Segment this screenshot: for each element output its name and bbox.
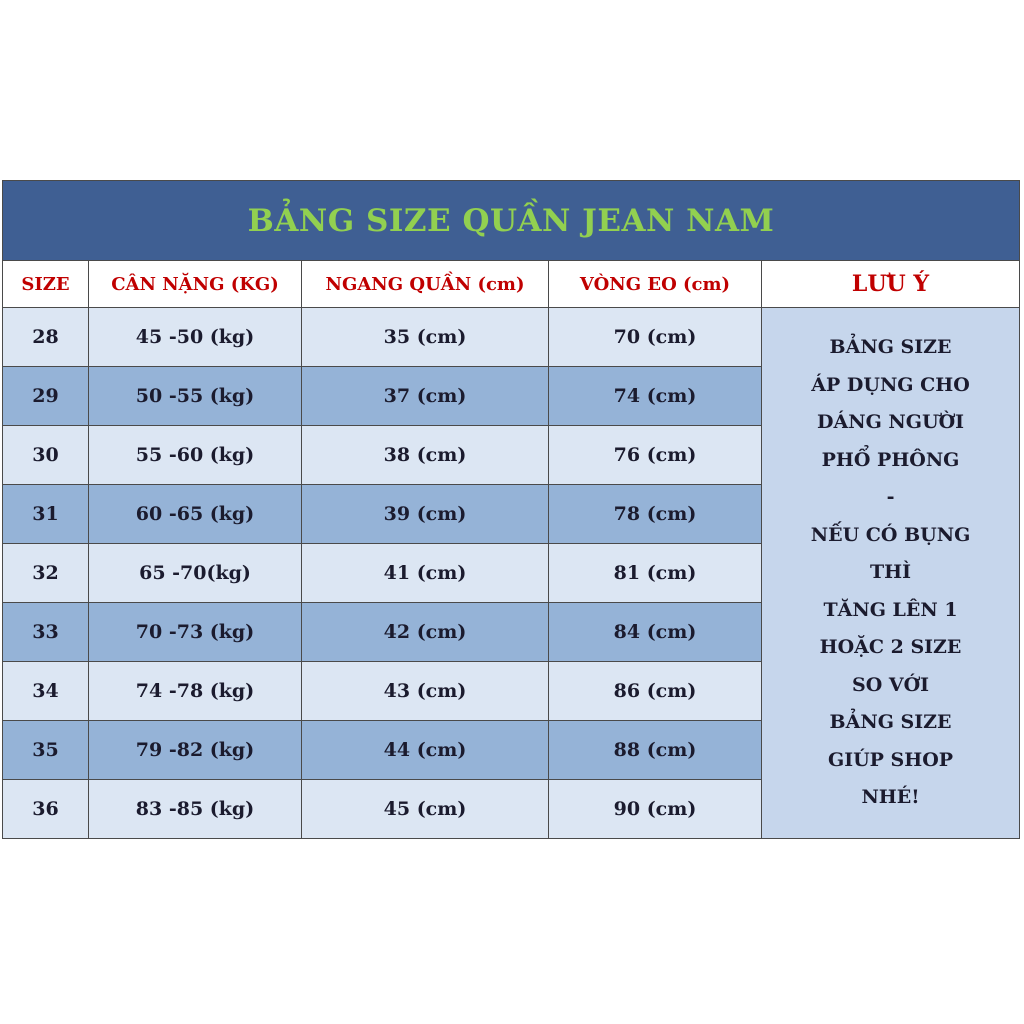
- cell-hip: 43 (cm): [302, 662, 549, 721]
- note-line: BẢNG SIZE: [829, 711, 952, 734]
- cell-hip: 39 (cm): [302, 485, 549, 544]
- header-size: SIZE: [3, 261, 89, 308]
- note-line: -: [886, 486, 895, 509]
- cell-weight: 55 -60 (kg): [89, 426, 302, 485]
- cell-hip: 45 (cm): [302, 780, 549, 839]
- cell-size: 35: [3, 721, 89, 780]
- note-line: TĂNG LÊN 1: [823, 598, 958, 621]
- cell-waist: 74 (cm): [549, 367, 762, 426]
- cell-weight: 65 -70(kg): [89, 544, 302, 603]
- cell-waist: 76 (cm): [549, 426, 762, 485]
- header-weight: CÂN NẶNG (KG): [89, 261, 302, 308]
- cell-size: 32: [3, 544, 89, 603]
- header-waist: VÒNG EO (cm): [549, 261, 762, 308]
- note-line: ÁP DỤNG CHO: [811, 373, 970, 396]
- header-hip: NGANG QUẦN (cm): [302, 261, 549, 308]
- cell-size: 30: [3, 426, 89, 485]
- note-line: HOẶC 2 SIZE: [819, 636, 962, 659]
- cell-waist: 84 (cm): [549, 603, 762, 662]
- cell-hip: 41 (cm): [302, 544, 549, 603]
- table-row: [3, 308, 1020, 367]
- cell-weight: 83 -85 (kg): [89, 780, 302, 839]
- cell-size: 33: [3, 603, 89, 662]
- cell-size: 31: [3, 485, 89, 544]
- cell-hip: 35 (cm): [302, 308, 549, 367]
- cell-waist: 70 (cm): [549, 308, 762, 367]
- cell-size: 28: [3, 308, 89, 367]
- note-line: NHÉ!: [861, 786, 920, 809]
- note-line: THÌ: [870, 561, 912, 584]
- cell-weight: 45 -50 (kg): [89, 308, 302, 367]
- cell-hip: 37 (cm): [302, 367, 549, 426]
- note-line: PHỔ PHÔNG: [821, 448, 960, 471]
- cell-waist: 86 (cm): [549, 662, 762, 721]
- title-row: [3, 181, 1020, 261]
- table-title: BẢNG SIZE QUẦN JEAN NAM: [3, 181, 1020, 261]
- cell-waist: 88 (cm): [549, 721, 762, 780]
- header-row: [3, 261, 1020, 308]
- cell-hip: 42 (cm): [302, 603, 549, 662]
- cell-waist: 90 (cm): [549, 780, 762, 839]
- note-line: BẢNG SIZE: [829, 336, 952, 359]
- note-line: SO VỚI: [851, 673, 930, 696]
- cell-waist: 78 (cm): [549, 485, 762, 544]
- cell-weight: 60 -65 (kg): [89, 485, 302, 544]
- note-line: GIÚP SHOP: [827, 748, 954, 771]
- cell-size: 29: [3, 367, 89, 426]
- cell-weight: 50 -55 (kg): [89, 367, 302, 426]
- size-chart-table: [2, 180, 1020, 839]
- cell-weight: 79 -82 (kg): [89, 721, 302, 780]
- cell-waist: 81 (cm): [549, 544, 762, 603]
- cell-hip: 38 (cm): [302, 426, 549, 485]
- note-line: NẾU CÓ BỤNG: [810, 523, 971, 546]
- cell-size: 36: [3, 780, 89, 839]
- note-line: DÁNG NGƯỜI: [817, 411, 965, 434]
- cell-weight: 74 -78 (kg): [89, 662, 302, 721]
- cell-hip: 44 (cm): [302, 721, 549, 780]
- header-note: LƯU Ý: [762, 261, 1020, 308]
- cell-size: 34: [3, 662, 89, 721]
- note-cell: [762, 308, 1020, 839]
- cell-weight: 70 -73 (kg): [89, 603, 302, 662]
